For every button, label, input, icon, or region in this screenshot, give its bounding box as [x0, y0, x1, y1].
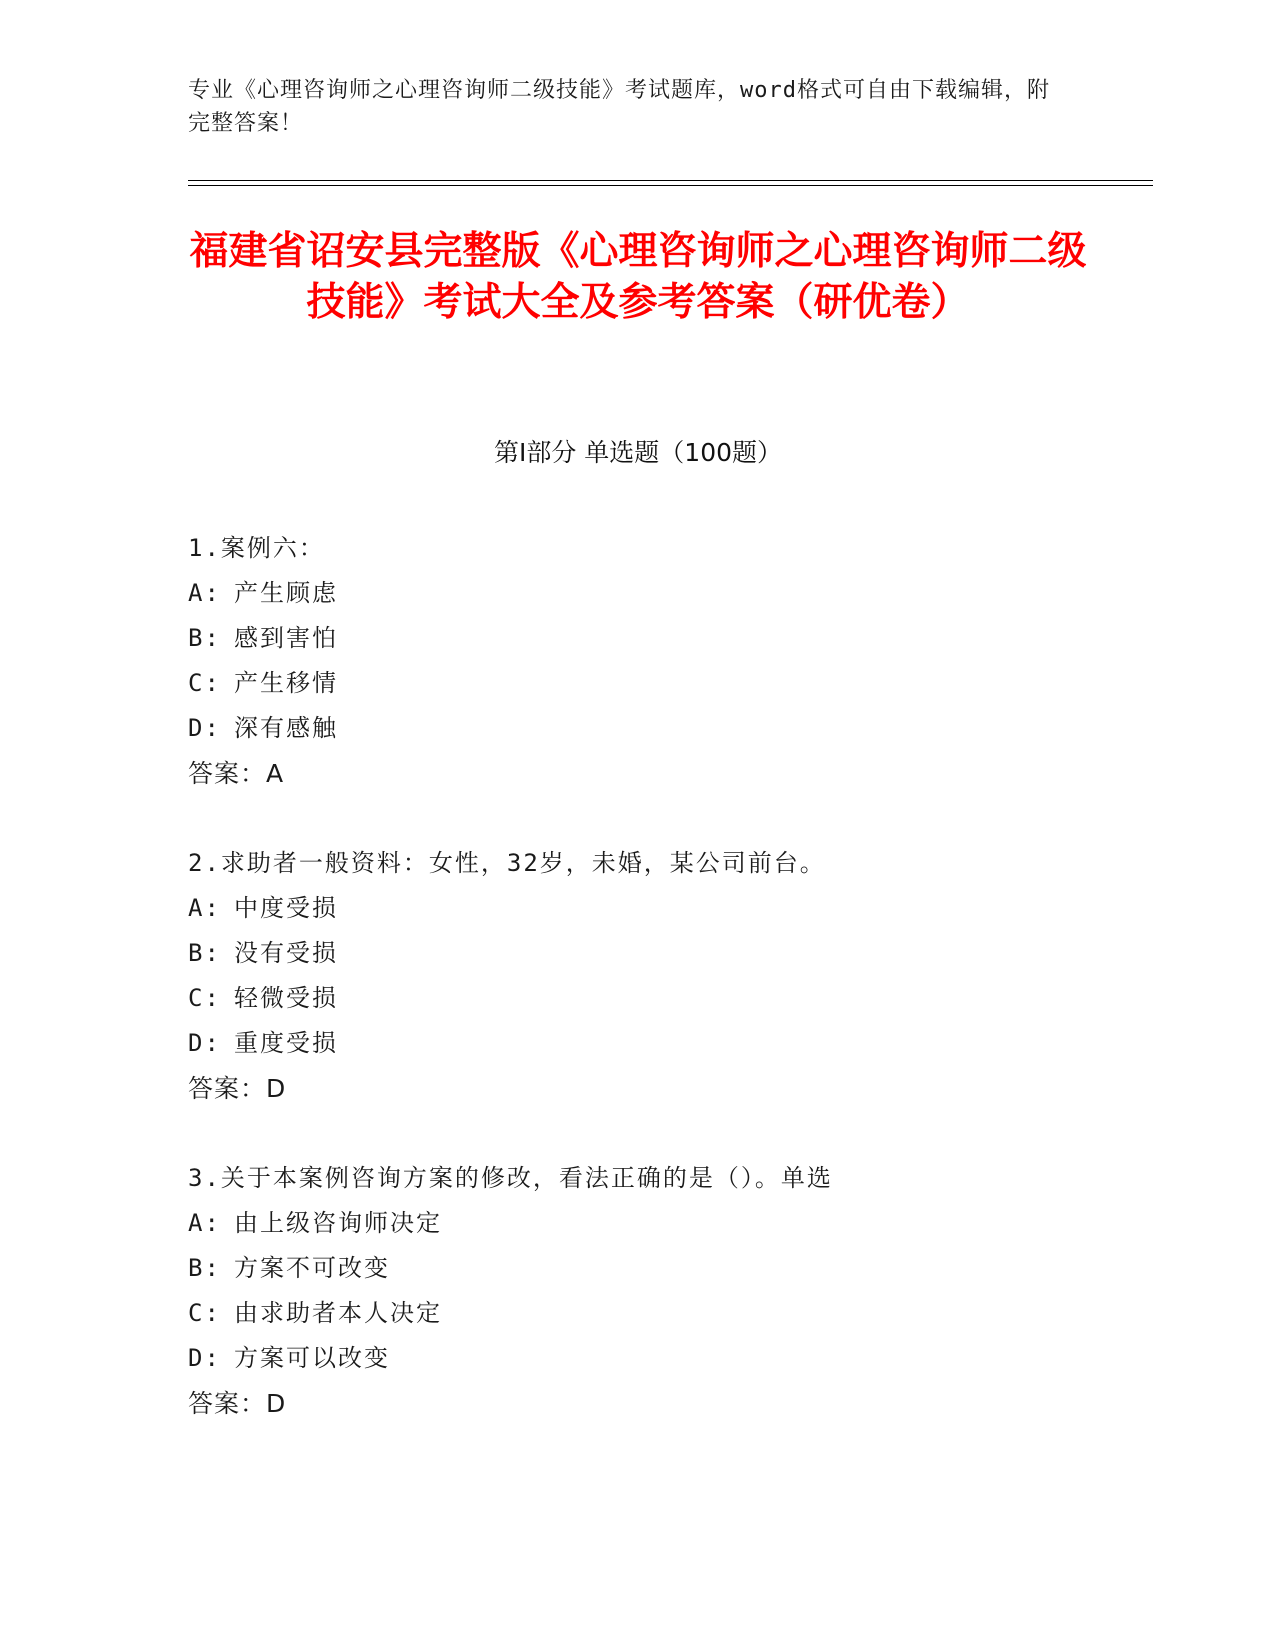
option-key: B:	[188, 939, 221, 967]
document-title: 福建省诏安县完整版《心理咨询师之心理咨询师二级技能》考试大全及参考答案（研优卷）	[189, 229, 1087, 325]
option-d	[188, 1021, 1088, 1066]
option-a	[188, 571, 1088, 616]
option-text: 感到害怕	[234, 624, 338, 652]
option-text: 产生顾虑	[234, 579, 338, 607]
option-b	[188, 1246, 1088, 1291]
option-c	[188, 661, 1088, 706]
option-d	[188, 706, 1088, 751]
option-text: 由求助者本人决定	[234, 1299, 442, 1327]
answer-line: 答案：A	[188, 759, 285, 788]
option-text: 由上级咨询师决定	[234, 1209, 442, 1237]
option-text: 轻微受损	[234, 984, 338, 1012]
option-key: C:	[188, 669, 221, 697]
option-text: 没有受损	[234, 939, 338, 967]
option-text: 重度受损	[234, 1029, 338, 1057]
option-d	[188, 1336, 1088, 1381]
option-text: 中度受损	[234, 894, 338, 922]
option-c	[188, 976, 1088, 1021]
option-key: B:	[188, 624, 221, 652]
question-block	[188, 1156, 1088, 1426]
option-a	[188, 886, 1088, 931]
section-title: 第I部分 单选题（100题）	[493, 438, 783, 467]
option-text: 产生移情	[234, 669, 338, 697]
answer-line: 答案：D	[188, 1074, 287, 1103]
header-divider-top	[188, 180, 1153, 181]
option-c	[188, 1291, 1088, 1336]
question-block	[188, 841, 1088, 1111]
question-stem: 3.关于本案例咨询方案的修改，看法正确的是（）。单选	[188, 1164, 833, 1192]
option-key: D:	[188, 714, 221, 742]
option-key: A:	[188, 579, 221, 607]
option-b	[188, 931, 1088, 976]
option-key: D:	[188, 1029, 221, 1057]
option-key: D:	[188, 1344, 221, 1372]
option-text: 方案不可改变	[234, 1254, 390, 1282]
option-a	[188, 1201, 1088, 1246]
option-text: 方案可以改变	[234, 1344, 390, 1372]
option-key: C:	[188, 1299, 221, 1327]
header-note: 专业《心理咨询师之心理咨询师二级技能》考试题库，word格式可自由下载编辑，附完整答案！	[188, 78, 1050, 136]
option-key: A:	[188, 894, 221, 922]
answer-line: 答案：D	[188, 1389, 287, 1418]
option-b	[188, 616, 1088, 661]
option-key: B:	[188, 1254, 221, 1282]
question-stem: 2.求助者一般资料：女性，32岁，未婚，某公司前台。	[188, 849, 826, 877]
option-key: A:	[188, 1209, 221, 1237]
option-text: 深有感触	[234, 714, 338, 742]
option-key: C:	[188, 984, 221, 1012]
question-stem: 1.案例六：	[188, 534, 325, 562]
header-divider-bottom	[188, 185, 1153, 186]
question-block	[188, 526, 1088, 796]
